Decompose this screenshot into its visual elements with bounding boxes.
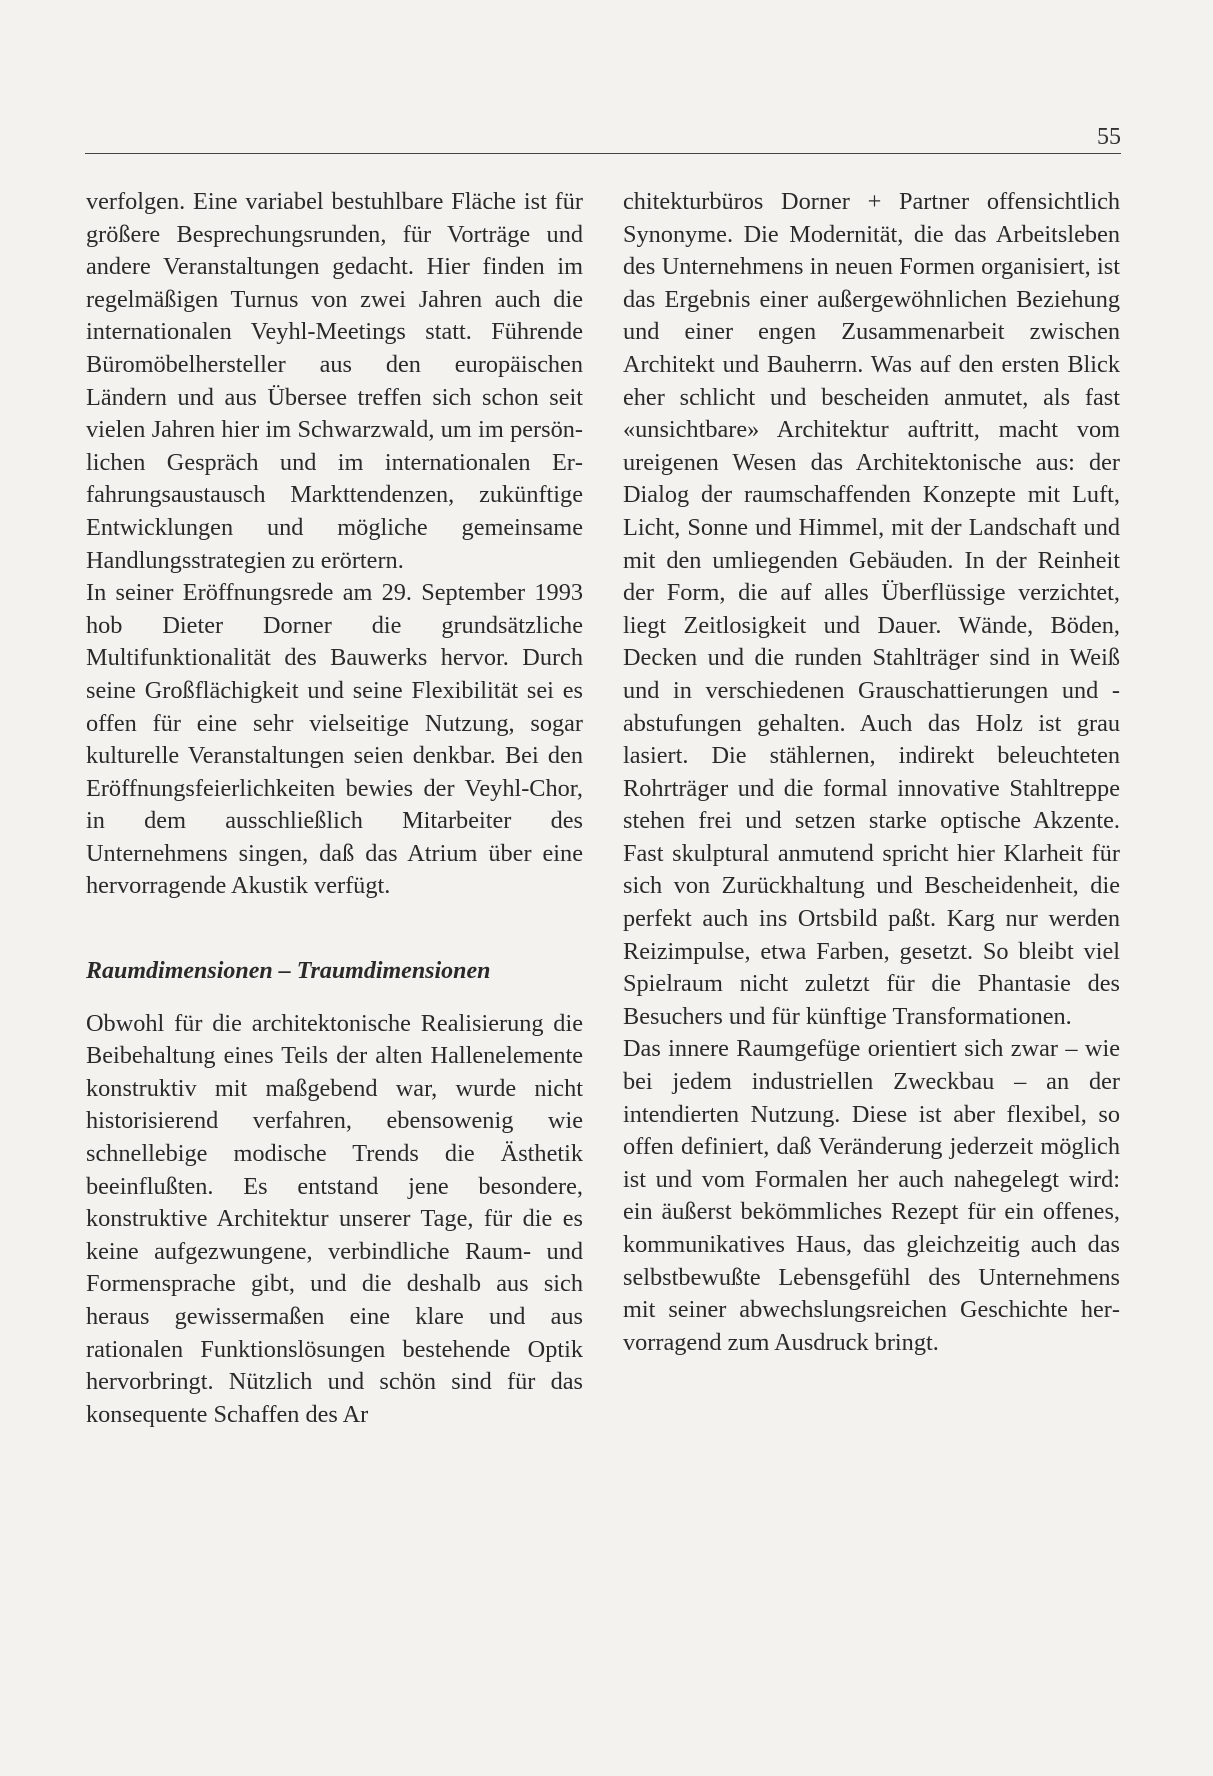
right-paragraph-1: chitekturbüros Dorner + Partner offensichtlich Synonyme. Die Modernität, die das Arbeitsleben des Unternehmens in neuen Formen organisiert, ist das Ergebnis einer außergewöhnlichen Beziehung und einer engen Zusammenarbeit zwischen Architekt und Bauherrn. Was auf den ersten Blick eher schlicht und bescheiden anmutet, als fast «unsichtbare» Architektur auftritt, macht vom ureigenen Wesen das Architektonische aus: der Dialog der raumschaffenden Konzepte mit Luft, Licht, Sonne und Himmel, mit der Landschaft und mit den umliegenden Gebäuden. In der Reinheit der Form, die auf alles Überflüssige verzichtet, liegt Zeitlosigkeit und Dauer. Wände, Böden, Decken und die runden Stahlträger sind in Weiß und in verschiedenen Grauschattierungen und -abstufungen gehalten. Auch das Holz ist grau lasiert. Die stählernen, indirekt beleuchteten Rohrträger und die formal innovative Stahltreppe stehen frei und setzen starke optische Akzente. Fast skulptural anmutend spricht hier Klarheit für sich von Zurückhaltung und Bescheidenheit, die perfekt auch ins Ortsbild paßt. Karg nur werden Reizimpulse, etwa Farben, gesetzt. So bleibt viel Spielraum nicht zuletzt für die Phantasie des Besuchers und für künftige Transformationen. [623,188,1120,1030]
right-column [623,186,1120,1359]
section-heading: Raumdimensionen – Traumdimensionen [86,958,491,985]
right-paragraph-2: Das innere Raumgefüge orientiert sich zwar – wie bei jedem industriellen Zweckbau – an der intendierten Nutzung. Diese ist aber flexibel, so offen definiert, daß Veränderung jederzeit möglich ist und vom Formalen her auch nahegelegt wird: ein äußerst bekömmliches Rezept für ein offenes, kommunikatives Haus, das gleichzeitig auch das selbstbewußte Lebensgefühl des Unternehmens mit seiner abwechslungsreichen Geschichte hervorragend zum Ausdruck bringt. [623,1035,1120,1356]
left-paragraph-2: In seiner Eröffnungsrede am 29. September 1993 hob Dieter Dorner die grundsätzliche Multifunktionalität des Bauwerks hervor. Durch seine Großflächigkeit und seine Flexibilität sei es offen für eine sehr vielseitige Nutzung, sogar kulturelle Veranstaltungen seien denkbar. Bei den Eröffnungsfeierlichkeiten bewies der Veyhl-Chor, in dem ausschließlich Mitarbeiter des Unternehmens singen, daß das Atrium über eine hervorragende Akustik verfügt. [86,579,583,900]
left-paragraph-1: verfolgen. Eine variabel bestuhlbare Fläche ist für größere Besprechungsrunden, für Vorträge und andere Veranstaltungen gedacht. Hier finden im regelmäßigen Turnus von zwei Jahren auch die internationalen Veyhl-Meetings statt. Führende Büromöbelhersteller aus den europäischen Ländern und aus Übersee treffen sich schon seit vielen Jahren hier im Schwarzwald, um im persönlichen Gespräch und im internationalen Erfahrungsaustausch Markttendenzen, zukünftige Entwicklungen und mögliche gemeinsame Handlungsstrategien zu erörtern. [86,188,583,574]
page-number: 55 [1097,124,1121,150]
left-paragraph-3: Obwohl für die architektonische Realisierung die Beibehaltung eines Teils der alten Hallenelemente konstruktiv mit maßgebend war, wurde nicht historisierend verfahren, ebensowenig wie schnellebige modische Trends die Ästhetik beeinflußten. Es entstand jene besondere, konstruktive Architektur unserer Tage, für die es keine aufgezwungene, verbindliche Raum- und Formensprache gibt, und die deshalb aus sich heraus gewissermaßen eine klare und aus rationalen Funktionslösungen bestehende Optik hervorbringt. Nützlich und schön sind für das konsequente Schaffen des Ar [86,1009,583,1428]
left-column [86,186,583,1431]
header-rule [85,153,1121,154]
